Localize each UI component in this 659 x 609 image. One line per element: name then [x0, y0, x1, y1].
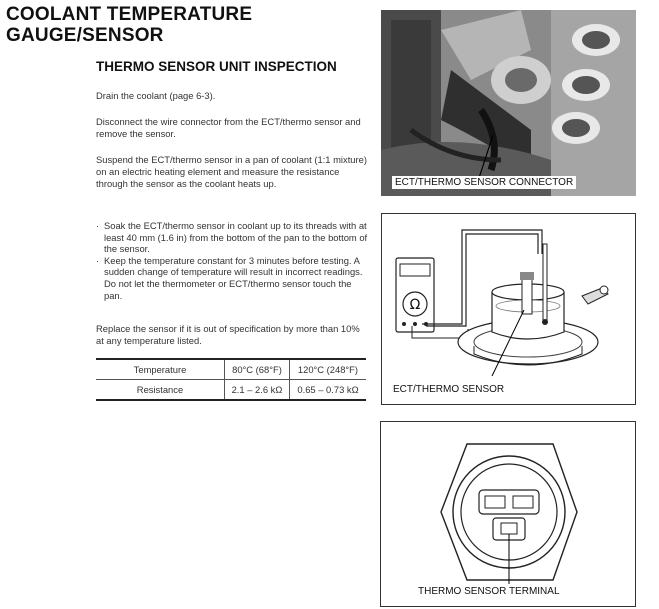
- table-row: [96, 380, 366, 401]
- paragraph-replace-sensor: Replace the sensor if it is out of specification by more than 10% at any temperature listed.: [96, 323, 360, 346]
- terminal-caption: THERMO SENSOR TERMINAL: [418, 586, 560, 597]
- specification-table: [96, 358, 366, 401]
- engine-photo-illustration: [381, 10, 636, 196]
- ohm-symbol: Ω: [409, 297, 421, 313]
- table-cell: 2.1 – 2.6 kΩ: [225, 380, 290, 401]
- bullet-item: · Keep the temperature constant for 3 minutes before testing. A sudden change of temperature will result in incorrect readings. Do not let the thermometer or ECT/thermo sensor touch the pan.: [96, 254, 363, 301]
- photo-caption: ECT/THERMO SENSOR CONNECTOR: [392, 176, 576, 189]
- sensor-terminal-diagram: [380, 421, 636, 607]
- table-row-label: Temperature: [96, 359, 225, 380]
- table-row-label: Resistance: [96, 380, 225, 401]
- bullet-text: Soak the ECT/thermo sensor in coolant up to its threads with at least 40 mm (1.6 in) from the bottom of the pan to the bottom of the sensor.: [104, 220, 368, 255]
- page-title-line2: GAUGE/SENSOR: [6, 25, 164, 46]
- paragraph-disconnect-connector: Disconnect the wire connector from the ECT/thermo sensor and remove the sensor.: [96, 116, 361, 139]
- page-title: [6, 4, 336, 46]
- table-cell: 80°C (68°F): [225, 359, 290, 380]
- sensor-terminal-illustration: [381, 422, 635, 606]
- bullet-text: Keep the temperature constant for 3 minutes before testing. A sudden change of temperature will result in incorrect readings. Do not let the thermometer or ECT/thermo sensor touch the pan.: [104, 254, 363, 301]
- instruction-bullet-list: [96, 220, 368, 301]
- page-title-line1: COOLANT TEMPERATURE: [6, 4, 253, 25]
- sensor-test-illustration: [382, 214, 635, 404]
- table-cell: 120°C (248°F): [289, 359, 366, 380]
- table-row: [96, 359, 366, 380]
- diagram-caption: ECT/THERMO SENSOR: [393, 384, 505, 395]
- paragraph-drain-coolant: Drain the coolant (page 6-3).: [96, 90, 216, 101]
- table-cell: 0.65 – 0.73 kΩ: [289, 380, 366, 401]
- engine-photo: [381, 10, 636, 196]
- sensor-test-diagram: [381, 213, 636, 405]
- section-heading: THERMO SENSOR UNIT INSPECTION: [96, 59, 337, 74]
- bullet-item: · Soak the ECT/thermo sensor in coolant up to its threads with at least 40 mm (1.6 in) from the bottom of the pan to the bottom of the sensor.: [96, 220, 368, 255]
- paragraph-suspend-sensor: Suspend the ECT/thermo sensor in a pan of coolant (1:1 mixture) on an electric heating element and measure the resistance through the sensor as the coolant heats up.: [96, 154, 367, 189]
